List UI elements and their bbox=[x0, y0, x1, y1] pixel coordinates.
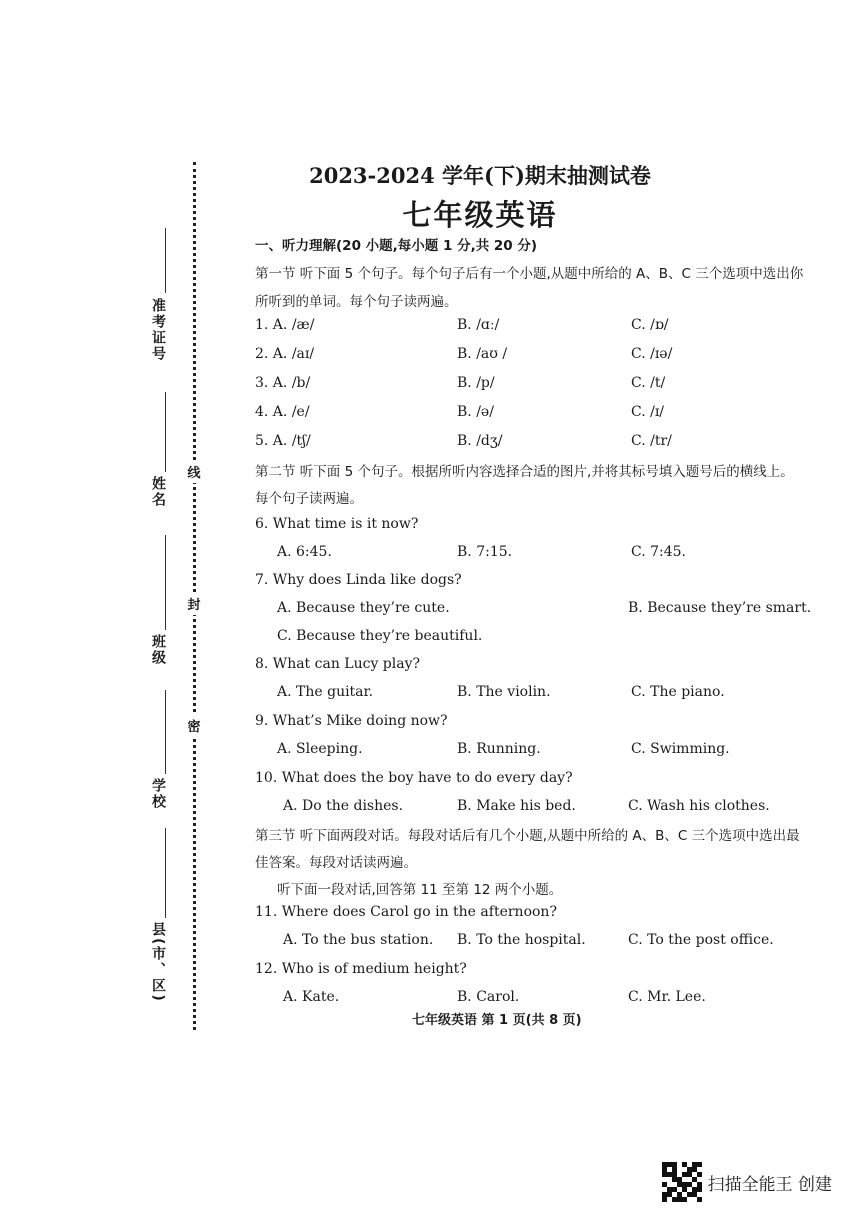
field-label-county: 县(市、区) bbox=[150, 922, 166, 1003]
option-c: C. /tr/ bbox=[631, 433, 672, 449]
question-2 bbox=[255, 346, 840, 362]
option-c: C. 7:45. bbox=[631, 544, 687, 560]
option-c: C. /ɪ/ bbox=[631, 404, 665, 420]
field-label-school: 学校 bbox=[150, 778, 166, 810]
question-7-option-c: C. Because they’re beautiful. bbox=[277, 628, 483, 644]
option-c: C. /ɒ/ bbox=[631, 317, 669, 333]
question-12-options bbox=[283, 989, 840, 1005]
seal-char-feng: 封 bbox=[186, 592, 202, 615]
field-line-school bbox=[165, 690, 166, 774]
qr-code-icon bbox=[662, 1162, 702, 1202]
question-1 bbox=[255, 317, 840, 333]
option-b: B. 7:15. bbox=[457, 544, 513, 560]
option-b: B. /p/ bbox=[457, 375, 495, 391]
option-c: C. The piano. bbox=[631, 684, 725, 700]
option-b: B. Make his bed. bbox=[457, 798, 576, 814]
question-4 bbox=[255, 404, 840, 420]
sec1-instruction-line2: 所听到的单词。每个句子读两遍。 bbox=[255, 294, 458, 310]
sec3-instruction-line2: 佳答案。每段对话读两遍。 bbox=[255, 855, 417, 871]
option-c: C. Wash his clothes. bbox=[628, 798, 770, 814]
sec1-instruction-line1: 第一节 听下面 5 个句子。每个句子后有一个小题,从题中所给的 A、B、C 三个选项中选出你 bbox=[255, 266, 804, 282]
option-b: B. The violin. bbox=[457, 684, 551, 700]
field-line-county bbox=[165, 828, 166, 918]
option-c: C. To the post office. bbox=[628, 932, 774, 948]
question-6-stem: 6. What time is it now? bbox=[255, 516, 419, 532]
option-a: A. Do the dishes. bbox=[283, 798, 404, 814]
exam-title: 2023-2024 学年(下)期末抽测试卷 bbox=[309, 163, 651, 188]
field-line-candidate-number bbox=[165, 228, 166, 293]
question-10-stem: 10. What does the boy have to do every day? bbox=[255, 770, 573, 786]
option-b: B. /ɑː/ bbox=[457, 317, 500, 333]
field-label-class: 班级 bbox=[150, 634, 166, 666]
option-a: 3. A. /b/ bbox=[255, 375, 311, 391]
option-b: B. Because they’re smart. bbox=[628, 600, 812, 616]
option-c: C. /t/ bbox=[631, 375, 666, 391]
option-b: B. /ə/ bbox=[457, 404, 494, 420]
option-a: A. The guitar. bbox=[277, 684, 374, 700]
option-c: C. Mr. Lee. bbox=[628, 989, 706, 1005]
sec2-instruction-line1: 第二节 听下面 5 个句子。根据所听内容选择合适的图片,并将其标号填入题号后的横线上。 bbox=[255, 464, 794, 480]
question-9-stem: 9. What’s Mike doing now? bbox=[255, 713, 448, 729]
option-a: 2. A. /aɪ/ bbox=[255, 346, 315, 362]
question-12-stem: 12. Who is of medium height? bbox=[255, 961, 467, 977]
question-9-options bbox=[277, 741, 840, 757]
question-11-stem: 11. Where does Carol go in the afternoon? bbox=[255, 904, 557, 920]
option-a: A. Kate. bbox=[283, 989, 340, 1005]
scanner-watermark bbox=[662, 1162, 832, 1202]
option-b: B. /aʊ / bbox=[457, 346, 508, 362]
option-a: A. 6:45. bbox=[277, 544, 332, 560]
option-c: C. /ɪə/ bbox=[631, 346, 673, 362]
part1-heading: 一、听力理解(20 小题,每小题 1 分,共 20 分) bbox=[255, 238, 538, 254]
question-3 bbox=[255, 375, 840, 391]
option-b: B. /dʒ/ bbox=[457, 433, 503, 449]
option-a: 1. A. /æ/ bbox=[255, 317, 315, 333]
sec3-instruction-line1: 第三节 听下面两段对话。每段对话后有几个小题,从题中所给的 A、B、C 三个选项中选出最 bbox=[255, 828, 800, 844]
question-6-options bbox=[277, 544, 840, 560]
field-label-name: 姓名 bbox=[150, 476, 166, 508]
question-10-options bbox=[283, 798, 840, 814]
option-a: A. Sleeping. bbox=[277, 741, 363, 757]
option-b: B. Running. bbox=[457, 741, 541, 757]
option-a: 5. A. /tʃ/ bbox=[255, 433, 311, 449]
question-7-options bbox=[277, 600, 840, 616]
exam-subject: 七年级英语 bbox=[402, 198, 558, 232]
option-b: B. Carol. bbox=[457, 989, 520, 1005]
option-a: A. Because they’re cute. bbox=[277, 600, 450, 616]
question-7-stem: 7. Why does Linda like dogs? bbox=[255, 572, 462, 588]
field-line-name bbox=[165, 392, 166, 472]
seal-char-mi: 密 bbox=[186, 714, 202, 737]
question-8-options bbox=[277, 684, 840, 700]
watermark-text: 扫描全能王 创建 bbox=[707, 1174, 832, 1195]
seal-char-xian: 线 bbox=[186, 460, 202, 483]
field-line-class bbox=[165, 535, 166, 630]
page-footer: 七年级英语 第 1 页(共 8 页) bbox=[412, 1013, 582, 1028]
question-11-options bbox=[283, 932, 840, 948]
sec3-dialogue-intro: 听下面一段对话,回答第 11 至第 12 两个小题。 bbox=[277, 882, 563, 898]
question-8-stem: 8. What can Lucy play? bbox=[255, 656, 421, 672]
question-5 bbox=[255, 433, 840, 449]
sec2-instruction-line2: 每个句子读两遍。 bbox=[255, 491, 363, 507]
field-label-candidate-number: 准考证号 bbox=[150, 298, 166, 362]
option-b: B. To the hospital. bbox=[457, 932, 586, 948]
option-c: C. Swimming. bbox=[631, 741, 730, 757]
option-a: 4. A. /e/ bbox=[255, 404, 310, 420]
option-a: A. To the bus station. bbox=[283, 932, 434, 948]
